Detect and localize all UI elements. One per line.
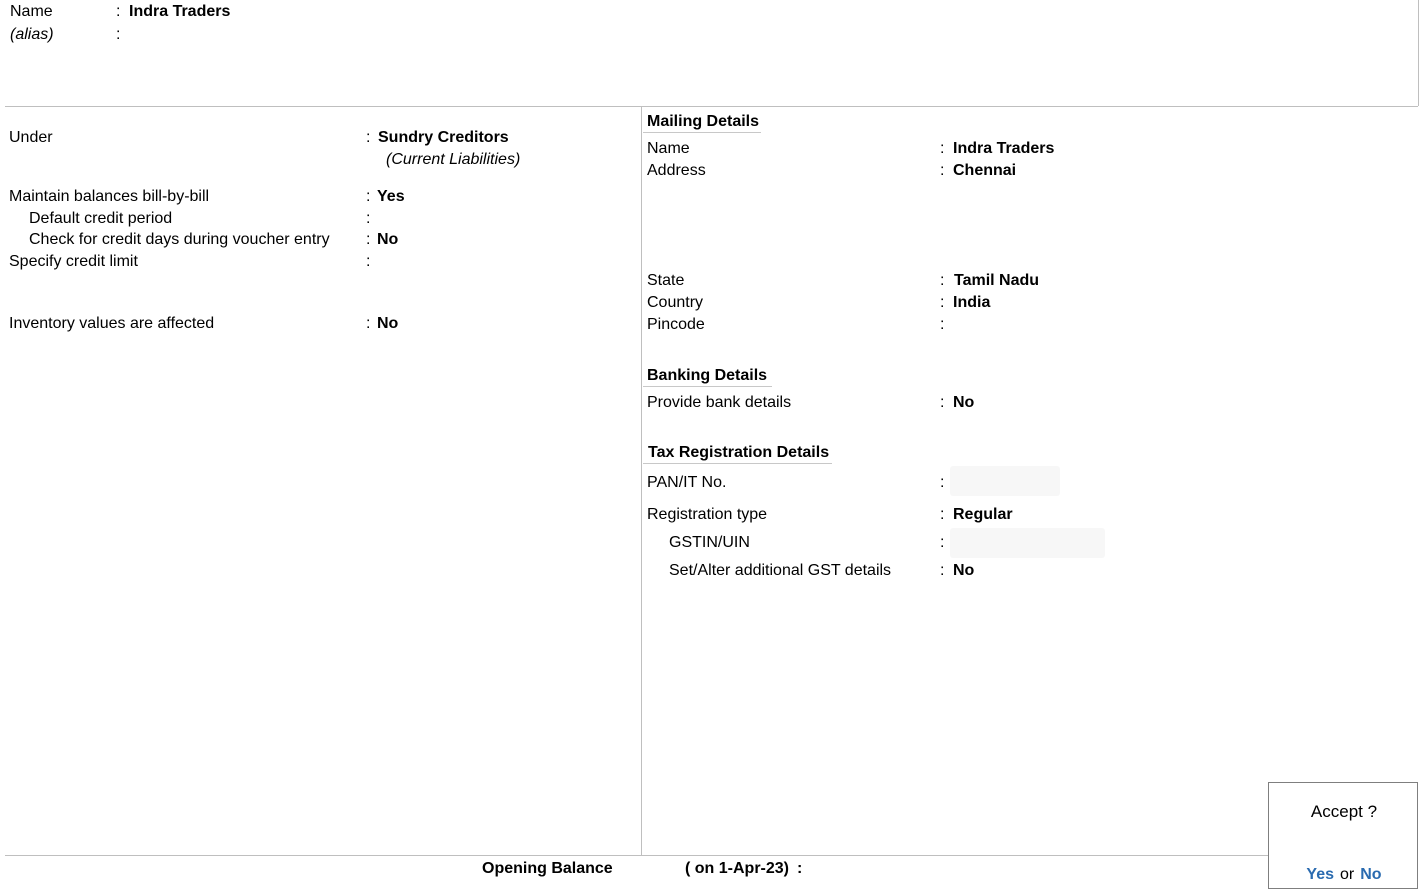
banking-details-underline (643, 386, 772, 387)
address-label: Address (647, 162, 706, 179)
gstin-label: GSTIN/UIN (669, 534, 750, 551)
registration-type-field[interactable]: Regular (953, 506, 1013, 523)
accept-no-button[interactable]: No (1360, 866, 1382, 883)
registration-type-label: Registration type (647, 506, 768, 523)
pan-field[interactable] (953, 473, 1153, 493)
gst-details-field[interactable]: No (953, 562, 975, 579)
bill-by-bill-label: Maintain balances bill-by-bill (9, 188, 210, 205)
credit-limit-field[interactable] (377, 252, 577, 272)
name-label: Name (10, 3, 53, 20)
pincode-field[interactable] (953, 315, 1153, 335)
bank-details-colon: : (940, 394, 945, 411)
inventory-affected-label: Inventory values are affected (9, 315, 215, 332)
accept-dialog (1268, 782, 1418, 889)
opening-balance-label: Opening Balance (482, 860, 613, 877)
opening-balance-colon: : (797, 860, 803, 877)
default-credit-period-colon: : (366, 210, 371, 227)
country-colon: : (940, 294, 945, 311)
tax-registration-underline (643, 463, 832, 464)
right-edge-line (1418, 0, 1419, 106)
accept-or-text: or (1340, 866, 1355, 883)
mailing-name-label: Name (647, 140, 690, 157)
mailing-name-field[interactable]: Indra Traders (953, 140, 1055, 157)
name-colon: : (116, 3, 121, 20)
inventory-affected-field[interactable]: No (377, 315, 399, 332)
check-credit-days-label: Check for credit days during voucher entry (29, 231, 330, 248)
pincode-label: Pincode (647, 316, 705, 333)
default-credit-period-field[interactable] (377, 209, 577, 229)
under-label: Under (9, 129, 53, 146)
column-divider (641, 106, 642, 855)
credit-limit-colon: : (366, 253, 371, 270)
tax-registration-title: Tax Registration Details (648, 444, 830, 461)
accept-question: Accept ? (1310, 802, 1378, 821)
state-label: State (647, 272, 685, 289)
name-field[interactable]: Indra Traders (129, 3, 231, 20)
inventory-affected-colon: : (366, 315, 371, 332)
state-field[interactable]: Tamil Nadu (954, 272, 1040, 289)
under-group-parent: (Current Liabilities) (386, 151, 521, 168)
check-credit-days-field[interactable]: No (377, 231, 399, 248)
default-credit-period-label: Default credit period (29, 210, 173, 227)
gstin-field[interactable] (953, 533, 1153, 553)
header-divider (5, 106, 1418, 107)
country-field[interactable]: India (953, 294, 991, 311)
bill-by-bill-field[interactable]: Yes (377, 188, 405, 205)
pan-label: PAN/IT No. (647, 474, 727, 491)
alias-field[interactable] (129, 25, 429, 45)
bank-details-label: Provide bank details (647, 394, 792, 411)
address-field[interactable]: Chennai (953, 162, 1017, 179)
alias-colon: : (116, 26, 121, 43)
bill-by-bill-colon: : (366, 188, 371, 205)
mailing-name-colon: : (940, 140, 945, 157)
gstin-colon: : (940, 534, 945, 551)
credit-limit-label: Specify credit limit (9, 253, 138, 270)
state-colon: : (940, 272, 945, 289)
mailing-details-underline (643, 132, 761, 133)
accept-options (1269, 865, 1419, 885)
under-colon: : (366, 129, 371, 146)
address-colon: : (940, 162, 945, 179)
country-label: Country (647, 294, 704, 311)
pan-colon: : (940, 474, 945, 491)
gst-details-label: Set/Alter additional GST details (669, 562, 892, 579)
gst-details-colon: : (940, 562, 945, 579)
opening-balance-field[interactable] (812, 859, 1112, 879)
accept-yes-button[interactable]: Yes (1306, 866, 1335, 883)
mailing-details-title: Mailing Details (647, 113, 760, 130)
alias-label: (alias) (10, 26, 54, 43)
opening-balance-date: ( on 1-Apr-23) (685, 860, 789, 877)
banking-details-title: Banking Details (647, 367, 768, 384)
bank-details-field[interactable]: No (953, 394, 975, 411)
pincode-colon: : (940, 316, 945, 333)
under-field[interactable]: Sundry Creditors (378, 129, 509, 146)
footer-divider (5, 855, 1268, 856)
registration-type-colon: : (940, 506, 945, 523)
check-credit-days-colon: : (366, 231, 371, 248)
